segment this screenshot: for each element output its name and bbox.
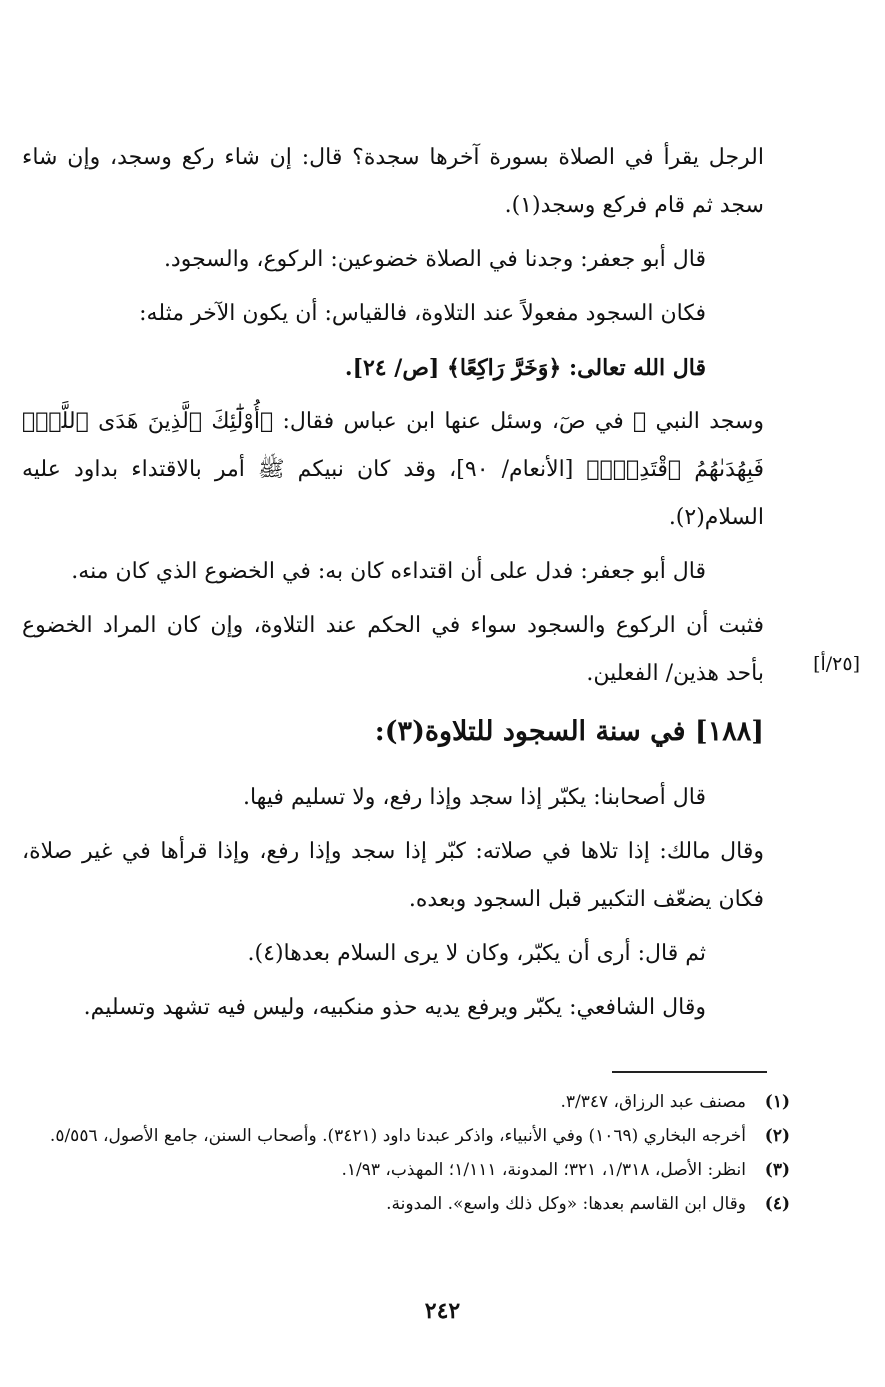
manuscript-folio-reference: [٢٥/أ] [813, 653, 860, 675]
paragraph-shafii: وقال الشافعي: يكبّر ويرفع يديه حذو منكبيه، وليس فيه تشهد وتسليم. [83, 995, 706, 1020]
paragraph-question: الرجل يقرأ في الصلاة بسورة آخرها سجدة؟ قال: إن شاء ركع وسجد، وإن شاء سجد ثم قام فركع وسجد(١). [22, 145, 764, 218]
paragraph-quran-verse: قال الله تعالى: ﴿وَخَرَّ رَاكِعًا﴾ [ص/ ٢٤]. [344, 355, 706, 381]
footnote-text: انظر: الأصل، ١/٣١٨، ٣٢١؛ المدونة، ١/١١١؛ المهذب، ١/٩٣. [341, 1160, 746, 1180]
footnote-3 [22, 1156, 790, 1184]
page-number: ٢٤٢ [424, 1298, 461, 1324]
footnote-2 [22, 1122, 790, 1150]
paragraph-prophet-prostration: وسجد النبي ﷺ في صٓ، وسئل عنها ابن عباس فقال: ﴿أُوْلَٰٓئِكَ ٱلَّذِينَ هَدَى ٱللَّهُۖ فَبِهُدَىٰهُمُ ٱقْتَدِهْۗ﴾ [الأنعام/ ٩٠]، وقد كان نبيكم ﷺ أمر بالاقتداء بداود عليه السلام(٢). [22, 409, 764, 530]
footnote-number: (١) [764, 1092, 790, 1112]
paragraph-then-he-said: ثم قال: أرى أن يكبّر، وكان لا يرى السلام بعدها(٤). [247, 941, 706, 966]
footnote-4 [22, 1190, 790, 1218]
footnote-text: أخرجه البخاري (١٠٦٩) وفي الأنبياء، واذكر عبدنا داود (٣٤٢١). وأصحاب السنن، جامع الأصول، ٥/٥٥٦. [49, 1126, 746, 1146]
footnote-text: مصنف عبد الرزاق، ٣/٣٤٧. [560, 1092, 746, 1112]
footnotes [22, 1088, 790, 1218]
footnote-text: وقال ابن القاسم بعدها: «وكل ذلك واسع». المدونة. [386, 1194, 746, 1214]
footnote-1 [22, 1088, 790, 1116]
paragraph-conclusion: فثبت أن الركوع والسجود سواء في الحكم عند التلاوة، وإن كان المراد الخضوع بأحد هذين/ الفعلين. [22, 613, 764, 686]
bottom-text-block [22, 774, 764, 1032]
footnote-number: (٤) [764, 1194, 790, 1214]
footnote-number: (٢) [764, 1126, 790, 1146]
top-text-block [22, 134, 764, 698]
paragraph-malik: وقال مالك: إذا تلاها في صلاته: كبّر إذا سجد وإذا رفع، وإذا قرأها في غير صلاة، فكان يضعّف التكبير قبل السجود وبعده. [22, 839, 764, 912]
paragraph-two-submissions: قال أبو جعفر: وجدنا في الصلاة خضوعين: الركوع، والسجود. [163, 247, 706, 272]
paragraph-analogy: فكان السجود مفعولاً عند التلاوة، فالقياس: أن يكون الآخر مثله: [139, 301, 706, 326]
footnote-separator [612, 1071, 767, 1073]
footnote-number: (٣) [764, 1160, 790, 1180]
paragraph-following: قال أبو جعفر: فدل على أن اقتداءه كان به: في الخضوع الذي كان منه. [71, 559, 706, 584]
section-heading: [١٨٨] في سنة السجود للتلاوة(٣): [374, 716, 764, 747]
paragraph-our-companions: قال أصحابنا: يكبّر إذا سجد وإذا رفع، ولا تسليم فيها. [242, 785, 706, 810]
